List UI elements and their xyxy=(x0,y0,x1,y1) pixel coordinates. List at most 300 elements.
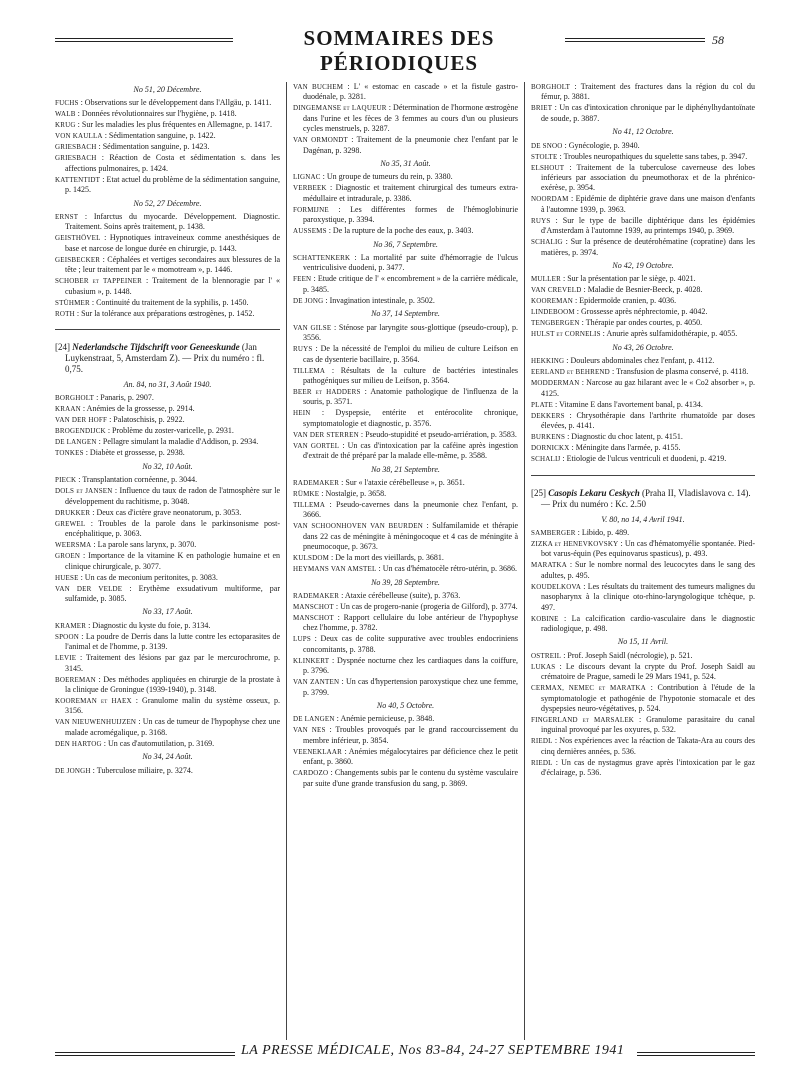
article-title: : Sténose par laryngite sous-glottique (pseudo-croup), p. 3556. xyxy=(303,322,518,343)
article-author: SPOON xyxy=(55,632,79,641)
article-author: ELSHOUT xyxy=(531,163,565,172)
article-title: : Narcose au gaz hilarant avec le « Co2 absorber », p. 4125. xyxy=(541,378,755,398)
article-title: : Sur la tolérance aux préparations œstrogènes, p. 1452. xyxy=(74,308,255,318)
article-author: VAN DER VELDE xyxy=(55,584,123,593)
article-title: : La mortalité par suite d'hémorragie de l'ulcus ventriculisive duodeni, p. 3477. xyxy=(303,253,518,273)
article-entry xyxy=(55,255,280,276)
issue-heading: No 37, 14 Septembre. xyxy=(371,309,440,319)
article-entry xyxy=(531,307,755,317)
article-author: FUCHS xyxy=(55,99,79,108)
issue-heading: V. 80, no 14, 4 Avril 1941. xyxy=(601,514,685,524)
article-author: TONKES xyxy=(55,449,84,458)
article-entry xyxy=(293,478,518,488)
article-author: BRIET xyxy=(531,104,553,113)
article-entry xyxy=(531,560,755,581)
article-author: DE SNOO xyxy=(531,141,563,150)
article-title: : L' « estomac en cascade » et la fistule gastro-duodénale, p. 3281. xyxy=(303,82,518,102)
article-author: DE JONG xyxy=(293,296,324,305)
article-author: RADEMAKER xyxy=(293,591,340,600)
article-author: RÜMKE xyxy=(293,489,320,498)
article-entry xyxy=(293,135,518,156)
article-entry xyxy=(531,285,755,295)
article-entry xyxy=(55,142,280,152)
article-title: : Traitement de la pneumonie chez l'enfant par le Dagénan, p. 3298. xyxy=(303,135,518,155)
article-author: HEYMANS VAN AMSTEL xyxy=(293,565,377,574)
article-author: VON KAULLA xyxy=(55,132,103,141)
article-entry xyxy=(293,768,518,789)
article-entry xyxy=(293,634,518,655)
article-author: PIECK xyxy=(55,476,77,485)
article-author: BURKENS xyxy=(531,433,566,442)
article-entry xyxy=(55,551,280,572)
article-author: KOBINE xyxy=(531,614,559,623)
article-title: : Palatoschisis, p. 2922. xyxy=(107,415,185,425)
article-entry xyxy=(55,437,280,447)
article-author: DORNICKX xyxy=(531,444,570,453)
article-title: : Traitement des fractures dans la région du col du fémur, p. 3881. xyxy=(541,82,755,102)
article-title: : La calcification cardio-vasculaire dans le diagnostic radiologique, p. 498. xyxy=(541,613,755,633)
issue-heading: No 40, 5 Octobre. xyxy=(376,701,435,710)
article-title: : Etude critique de l' « encombrement » de la carrière médicale, p. 3485. xyxy=(303,274,518,294)
footer-rule-right xyxy=(637,1052,755,1056)
article-entry xyxy=(531,356,755,366)
article-entry xyxy=(55,766,280,776)
article-title: : Méningite dans l'armée, p. 4155. xyxy=(569,443,681,453)
article-entry xyxy=(55,632,280,653)
article-author: NOORDAM xyxy=(531,195,569,204)
article-entry xyxy=(55,212,280,233)
article-entry xyxy=(531,329,755,339)
article-author: KLINKERT xyxy=(293,656,330,665)
article-title: : Un cas d'intoxication chronique par le diphénylhydantoïnate de soude, p. 3887. xyxy=(541,103,755,123)
article-author: RIEDL xyxy=(531,737,553,746)
article-entry xyxy=(531,367,755,377)
article-author: MANSCHOT xyxy=(293,602,334,611)
article-author: VAN SCHOONHOVEN VAN BEURDEN xyxy=(293,522,423,531)
article-title: : Vitamine E dans l'avortement banal, p. 4134. xyxy=(553,399,703,409)
article-entry xyxy=(531,539,755,560)
article-title: : Traitement de la blennoragie par l' « cubasium », p. 1448. xyxy=(65,276,281,296)
article-title: : Sur la présence de deutérohématine (copratine) dans les matières, p. 3974. xyxy=(541,237,755,257)
article-title: : Thérapie par ondes courtes, p. 4050. xyxy=(579,318,703,328)
article-entry xyxy=(531,216,755,237)
article-author: HEKKING xyxy=(531,357,565,366)
article-title: : Transplantation cornéenne, p. 3044. xyxy=(76,475,198,485)
article-author: GREWEL xyxy=(55,519,86,528)
article-title: : La parole sans larynx, p. 3070. xyxy=(91,540,197,550)
article-title: : Un cas d'intoxication par la caféine après ingestion d'extrait de thé préparé par la malade elle-même, p. 3588. xyxy=(303,440,518,461)
article-author: ERNST xyxy=(55,213,79,222)
article-author: DOLS et JANSEN xyxy=(55,487,113,496)
article-entry xyxy=(55,426,280,436)
article-entry xyxy=(55,298,280,308)
article-author: VERBEEK xyxy=(293,184,327,193)
article-title: : Un cas d'hématomyélie spontanée. Pied-bot varus-équin (Pes equinovarus spasticus), p. 493. xyxy=(541,538,755,559)
article-entry xyxy=(293,430,518,440)
article-entry xyxy=(531,758,755,779)
article-author: MODDERMAN xyxy=(531,379,580,388)
article-author: TILLEMA xyxy=(293,500,326,509)
article-entry xyxy=(531,528,755,538)
article-entry xyxy=(293,296,518,306)
article-title: : Hypnotiques intraveineux comme anesthésiques de base et narcose de longue durée en chirurgie, p. 1443. xyxy=(65,233,280,253)
article-author: RADEMAKER xyxy=(293,478,340,487)
article-title: : Sulfamilamide et thérapie dans 22 cas de méningite à méningocoque et 4 cas de méningite à pneumocoque, p. 3673. xyxy=(303,521,519,552)
article-author: LEVIE xyxy=(55,654,77,663)
article-entry xyxy=(293,441,518,462)
article-title: : Données révolutionnaires sur l'hygiène, p. 1418. xyxy=(75,109,237,119)
article-author: LIGNAC xyxy=(293,173,321,182)
article-title: : Changements subis par le contenu du système vasculaire par suite d'une grande transfusion du sang, p. 3869. xyxy=(303,768,518,788)
article-title: : La poudre de Derris dans la lutte contre les ectoparasites de l'animal et de l'homme, p. 3139. xyxy=(65,631,280,652)
header-rule-right xyxy=(565,38,705,42)
issue-heading: No 34, 24 Août. xyxy=(142,752,193,762)
journal-number: [24] xyxy=(55,342,73,353)
article-entry xyxy=(293,602,518,612)
article-entry xyxy=(531,103,755,124)
article-entry xyxy=(55,584,280,605)
article-entry xyxy=(55,573,280,583)
article-title: : Ataxie cérébelleuse (suite), p. 3763. xyxy=(339,590,461,600)
article-author: VAN GILSE xyxy=(293,323,332,332)
article-title: : Douleurs abdominales chez l'enfant, p. 4112. xyxy=(564,356,715,366)
issue-heading: No 39, 28 Septembre. xyxy=(371,577,440,587)
article-author: LUPS xyxy=(293,635,311,644)
article-author: VAN ORMONDT xyxy=(293,136,348,145)
article-title: : Dyspnée nocturne chez les cardiaques dans la coiffure, p. 3796. xyxy=(303,655,518,676)
article-entry xyxy=(55,475,280,485)
issue-heading: No 32, 10 Août. xyxy=(142,461,193,471)
article-author: OSTREIL xyxy=(531,651,562,660)
article-title: : Nostalgie, p. 3658. xyxy=(319,488,387,498)
article-author: RUYS xyxy=(293,345,313,354)
article-title: : Pellagre simulant la maladie d'Addison, p. 2934. xyxy=(96,437,259,447)
article-title: : Un groupe de tumeurs du rein, p. 3380. xyxy=(320,172,453,182)
article-entry xyxy=(531,163,755,194)
article-entry xyxy=(55,233,280,254)
article-entry xyxy=(55,696,280,717)
article-author: GROEN xyxy=(55,552,81,561)
article-entry xyxy=(55,653,280,674)
column-divider xyxy=(524,82,525,1040)
article-title: : Dyspepsie, entérite et entérocolite chronique, symptomatologie et diagnostic, p. 3576. xyxy=(303,408,518,428)
article-author: STOLTE xyxy=(531,152,558,161)
article-title: : Un cas d'hématocèle rétro-utérin, p. 3686. xyxy=(376,564,517,574)
article-author: HEIN xyxy=(293,409,311,418)
article-author: ROTH xyxy=(55,309,75,318)
article-entry xyxy=(531,662,755,683)
article-title: : Anémies mégalocytaires par déficience chez le petit enfant, p. 3860. xyxy=(303,746,518,767)
article-title: : Observations sur le développement dans l'Allgäu, p. 1411. xyxy=(78,98,272,108)
article-author: BEER et HADDERS xyxy=(293,387,361,396)
journal-name: Nederlandsche Tijdschrift voor Geneeskunde xyxy=(72,342,240,353)
article-title: : Détermination de l'hormone œstrogène dans l'urine et les fèces de 3 femmes au cours d'un ou plusieurs cycles menstruels, p. 3287. xyxy=(303,103,518,134)
article-entry xyxy=(55,153,280,174)
column-2 xyxy=(293,82,518,790)
article-author: HULST et CORNELIS xyxy=(531,330,601,339)
article-entry xyxy=(55,508,280,518)
article-author: KRAAN xyxy=(55,405,81,414)
article-entry xyxy=(293,553,518,563)
article-author: GEISTHÖVEL xyxy=(55,234,101,243)
article-author: SCHALIJ xyxy=(531,455,561,464)
article-entry xyxy=(293,714,518,724)
article-author: MANSCHOT xyxy=(293,613,334,622)
article-author: WALB xyxy=(55,110,76,119)
article-title: : Erythème exsudativum multiforme, par sulfamide, p. 3085. xyxy=(65,583,280,603)
article-entry xyxy=(531,411,755,432)
article-author: VAN BUCHEM xyxy=(293,83,344,91)
article-author: DE LANGEN xyxy=(293,715,335,724)
article-entry xyxy=(55,120,280,130)
column-3 xyxy=(531,82,755,779)
article-entry xyxy=(293,489,518,499)
article-author: GEISBECKER xyxy=(55,255,101,264)
article-entry xyxy=(531,443,755,453)
issue-heading: No 36, 7 Septembre. xyxy=(373,239,438,249)
article-title: : Sur « l'ataxie cérébelleuse », p. 3651. xyxy=(339,477,465,487)
issue-heading: No 38, 21 Septembre. xyxy=(371,464,440,474)
article-title: : Sur le nombre normal des leucocytes dans le sang des adultes, p. 495. xyxy=(541,560,755,580)
issue-heading: No 43, 26 Octobre. xyxy=(612,342,674,352)
article-title: : Un cas de progero-nanie (progeria de Gilford), p. 3774. xyxy=(333,601,518,611)
article-author: CARDOZO xyxy=(293,769,329,778)
article-author: GRIESBACH xyxy=(55,154,97,163)
article-entry xyxy=(531,141,755,151)
article-author: STÜHMER xyxy=(55,298,90,307)
article-author: DEN HARTOG xyxy=(55,739,102,748)
article-title: : Réaction de Costa et sédimentation s. dans les affections pulmonaires, p. 1424. xyxy=(65,153,280,173)
article-author: RUYS xyxy=(531,216,551,225)
article-author: KOOREMAN xyxy=(531,297,574,306)
article-author: SCHATTENKERK xyxy=(293,254,351,263)
article-entry xyxy=(531,614,755,635)
article-entry xyxy=(55,519,280,540)
article-entry xyxy=(55,109,280,119)
article-entry xyxy=(55,98,280,108)
article-author: TILLEMA xyxy=(293,366,326,375)
article-title: : Epidermoïde cranien, p. 4036. xyxy=(573,296,677,306)
article-author: LUKAS xyxy=(531,662,556,671)
article-title: : Diagnostic du choc latent, p. 4151. xyxy=(565,432,683,442)
article-entry xyxy=(293,103,518,134)
article-author: WEERSMA xyxy=(55,541,92,550)
article-entry xyxy=(531,736,755,757)
article-title: : Invagination intestinale, p. 3502. xyxy=(323,295,435,305)
issue-heading: No 33, 17 Août. xyxy=(142,607,193,617)
article-title: : Tuberculose miliaire, p. 3274. xyxy=(90,765,193,775)
article-title: : Anatomie pathologique de l'influenza de la souris, p. 3571. xyxy=(303,386,519,407)
article-title: : Résultats de la culture de bactéries intestinales pathogéniques sur milieu de Leifson, p. 3564. xyxy=(303,365,518,385)
article-entry xyxy=(531,274,755,284)
article-author: LINDEBOOM xyxy=(531,308,575,317)
article-entry xyxy=(55,739,280,749)
article-title: : Chrysothérapie dans l'arthrite rhumatoïde par doses élevées, p. 4141. xyxy=(541,410,755,431)
article-title: : Transfusion de plasma conservé, p. 4118. xyxy=(609,367,749,377)
article-entry xyxy=(55,175,280,196)
page-title: SOMMAIRES DES PÉRIODIQUES xyxy=(303,26,495,75)
article-title: : De la mort des vieillards, p. 3681. xyxy=(329,553,444,563)
article-author: BORGHOLT xyxy=(55,394,95,403)
article-entry xyxy=(293,323,518,344)
article-title: : Troubles provoqués par le grand raccourcissement du membre inférieur, p. 3854. xyxy=(303,725,519,745)
issue-heading: No 15, 11 Avril. xyxy=(617,637,669,647)
article-entry xyxy=(293,677,518,698)
article-title: : Etiologie de l'ulcus ventriculi et duodeni, p. 4219. xyxy=(560,454,727,464)
article-entry xyxy=(293,82,518,103)
article-author: DINGEMANSE et LAQUEUR xyxy=(293,104,387,113)
article-author: DEKKERS xyxy=(531,411,565,420)
article-author: BROGENDIJCK xyxy=(55,427,106,436)
section-separator xyxy=(531,475,755,476)
page-header xyxy=(0,0,800,75)
article-author: FEEN xyxy=(293,275,312,284)
article-title: : Epidémie de diphtérie grave dans une maison d'enfants à l'automne 1939, p. 3963. xyxy=(541,194,755,214)
article-title: : Un cas d'hypertension paroxystique chez une femme, p. 3799. xyxy=(303,677,518,697)
article-entry xyxy=(55,540,280,550)
article-entry xyxy=(293,172,518,182)
article-author: VAN ZANTEN xyxy=(293,678,340,687)
article-entry xyxy=(531,194,755,215)
article-author: VAN NES xyxy=(293,726,326,735)
article-title: : Troubles de la parole dans le parkinsonisme post-encéphalitique, p. 3063. xyxy=(65,518,280,539)
article-author: BORGHOLT xyxy=(531,83,571,91)
article-title: : Des méthodes appliquées en chirurgie de la prostate à la clinique de Groningue (1939-1940), p. 3148. xyxy=(65,674,280,694)
article-title: : Grossesse après néphrectomie, p. 4042. xyxy=(574,307,708,317)
article-title: : Granulome parasitaire du canal inguinal provoqué par les oxyures, p. 532. xyxy=(541,714,756,735)
issue-heading: No 41, 12 Octobre. xyxy=(612,127,674,137)
article-entry xyxy=(531,296,755,306)
article-entry xyxy=(293,521,518,552)
article-title: : Le discours devant la crypte du Prof. Joseph Saidl au crématoire de Prague, samedi le 29 Mars 1941, p. 524. xyxy=(541,661,755,682)
article-title: : Sur les maladies les plus fréquentes en Allemagne, p. 1417. xyxy=(75,120,273,130)
article-author: KOOREMAN et HAEX xyxy=(55,696,132,705)
article-title: : Pseudo-cavernes dans la pneumonie chez l'enfant, p. 3666. xyxy=(303,499,518,520)
article-entry xyxy=(531,82,755,103)
article-author: DE LANGEN xyxy=(55,438,97,447)
issue-heading: No 42, 19 Octobre. xyxy=(612,261,674,271)
article-columns xyxy=(55,82,755,1040)
article-entry xyxy=(531,318,755,328)
article-title: : Un cas de nystagmus grave après l'intoxication par le gaz d'éclairage, p. 536. xyxy=(541,757,755,778)
article-title: : Diabète et grossesse, p. 2938. xyxy=(83,448,185,458)
article-title: : Sur le type de bacille diphtérique dans les épidémies d'Amsterdam à l'automne 1939, au printemps 1940, p. 3969. xyxy=(541,215,755,236)
article-author: FINGERLAND et MARSALEK xyxy=(531,715,635,724)
article-author: AUSSEMS xyxy=(293,227,327,236)
article-title: : Etat actuel du problème de la sédimentation sanguine, p. 1425. xyxy=(65,174,280,195)
article-title: : Prof. Joseph Saidl (nécrologie), p. 521. xyxy=(561,650,693,660)
article-title: : Rapport cellulaire du lobe antérieur de l'hypophyse chez l'homme, p. 3782. xyxy=(303,612,518,633)
article-title: : Troubles neuropathiques du squelette sans tabes, p. 3947. xyxy=(557,151,748,161)
journal-name: Casopis Lekaru Ceskych xyxy=(548,487,640,498)
article-entry xyxy=(55,415,280,425)
article-title: : Diagnostic et traitement chirurgical des tumeurs extra-médullaire et intradurale, p. 3386. xyxy=(303,183,518,203)
article-title: : Continuité du traitement de la syphilis, p. 1450. xyxy=(89,297,249,307)
article-title: : Maladie de Besnier-Beeck, p. 4028. xyxy=(581,285,703,295)
article-title: : Importance de la vitamine K en pathologie humaine et en clinique chirurgicale, p. 3077. xyxy=(65,551,280,571)
column-divider xyxy=(286,82,287,1040)
article-entry xyxy=(55,276,280,297)
article-title: : Sédimentation sanguine, p. 1422. xyxy=(102,131,216,141)
issue-heading: No 51, 20 Décembre. xyxy=(133,85,202,94)
article-author: VAN GORTEL xyxy=(293,441,340,450)
article-entry xyxy=(531,400,755,410)
article-author: VEENEKLAAR xyxy=(293,747,343,756)
article-title: : Anémies de la grossesse, p. 2914. xyxy=(80,404,195,414)
journal-details: (Jan Luykenstraat, 5, Amsterdam Z). — Prix du numéro : fl. 0,75. xyxy=(65,342,265,375)
article-title: : Un cas de meconium peritonites, p. 3083. xyxy=(78,572,218,582)
article-author: VAN DER HOFF xyxy=(55,416,108,425)
article-author: DE JONGH xyxy=(55,766,91,775)
article-title: : Traitement des lésions par gaz par le mercurochrome, p. 3145. xyxy=(65,653,280,673)
article-author: KRUG xyxy=(55,121,76,130)
article-title: : Contribution à l'étude de la symptomatologie et pathogénie de l'hypotonie stomacale et des dyspepsies neuro-végétatives, p. 524. xyxy=(541,683,755,713)
article-entry xyxy=(293,344,518,365)
article-author: KATTENTIDT xyxy=(55,175,101,184)
article-entry xyxy=(293,591,518,601)
article-entry xyxy=(293,725,518,746)
article-entry xyxy=(293,274,518,295)
article-entry xyxy=(293,747,518,768)
column-1 xyxy=(55,82,280,777)
article-title: : Influence du taux de radon de l'atmosphère sur le développement du rachitisme, p. 3048. xyxy=(65,486,281,506)
article-title: : Deux cas de colite suppurative avec troubles endocriniens concomitants, p. 3788. xyxy=(303,634,518,654)
article-title: : Un cas d'automutilation, p. 3169. xyxy=(101,738,215,748)
article-entry xyxy=(293,253,518,274)
article-entry xyxy=(531,432,755,442)
article-title: : Nos expériences avec la réaction de Takata-Ara au cours des cinq dernières années, p. 536. xyxy=(541,736,755,756)
article-entry xyxy=(531,237,755,258)
article-title: : Sédimentation sanguine, p. 1423. xyxy=(96,142,210,152)
article-title: : Infarctus du myocarde. Développement. Diagnostic. Traitement. Soins après traitement, p. 1438. xyxy=(65,212,280,232)
article-entry xyxy=(531,378,755,399)
article-title: : Granulome malin du système osseux, p. 3156. xyxy=(65,695,280,716)
page-number: 58 xyxy=(712,33,724,47)
issue-heading: No 52, 27 Décembre. xyxy=(133,198,202,208)
article-title: : Traitement de la tuberculose caverneuse des lobes inférieurs par association du pneumothorax et de la phrénico-exérèse, p. 3954. xyxy=(541,162,755,193)
article-author: VAN DER STERREN xyxy=(293,430,359,439)
article-author: SAMBERGER xyxy=(531,528,576,537)
page-footer xyxy=(55,1044,755,1064)
article-author: TENGBERGEN xyxy=(531,319,580,328)
article-author: ZIZKA et HENEVKOVSKY xyxy=(531,539,619,548)
article-author: CERMAX, NEMEC et MARATKA xyxy=(531,684,646,693)
article-title: : Pseudo-stupidité et pseudo-arriération, p. 3583. xyxy=(358,429,517,439)
article-author: EERLAND et BEHREND xyxy=(531,368,610,377)
article-title: : Céphalées et vertiges secondaires aux blessures de la tête ; leur traitement par le « momotream », p. 1446. xyxy=(65,254,280,275)
article-entry xyxy=(293,226,518,236)
article-entry xyxy=(531,651,755,661)
journal-heading xyxy=(531,488,755,510)
article-author: BOEREMAN xyxy=(55,675,96,684)
article-entry xyxy=(293,564,518,574)
issue-heading: An. 84, no 31, 3 Août 1940. xyxy=(123,380,212,390)
article-entry xyxy=(293,366,518,387)
article-entry xyxy=(531,454,755,464)
article-author: KOUDELKOVA xyxy=(531,582,582,591)
article-entry xyxy=(55,448,280,458)
article-author: PLATE xyxy=(531,400,553,409)
article-entry xyxy=(55,393,280,403)
article-author: SCHOBER et TAPPEINER xyxy=(55,277,142,286)
article-title: : De la nécessité de l'emploi du milieu de culture Leifson en cas de dysenterie bacillaire, p. 3564. xyxy=(303,344,518,364)
article-title: : Problème du zoster-varicelle, p. 2931. xyxy=(105,426,234,436)
footer-rule-left xyxy=(55,1052,235,1056)
article-author: VAN CREVELD xyxy=(531,286,582,295)
article-title: : Anémie pernicieuse, p. 3848. xyxy=(334,714,435,724)
article-entry xyxy=(55,675,280,696)
footer-text: LA PRESSE MÉDICALE, Nos 83-84, 24-27 SEPTEMBRE 1941 xyxy=(241,1043,625,1058)
